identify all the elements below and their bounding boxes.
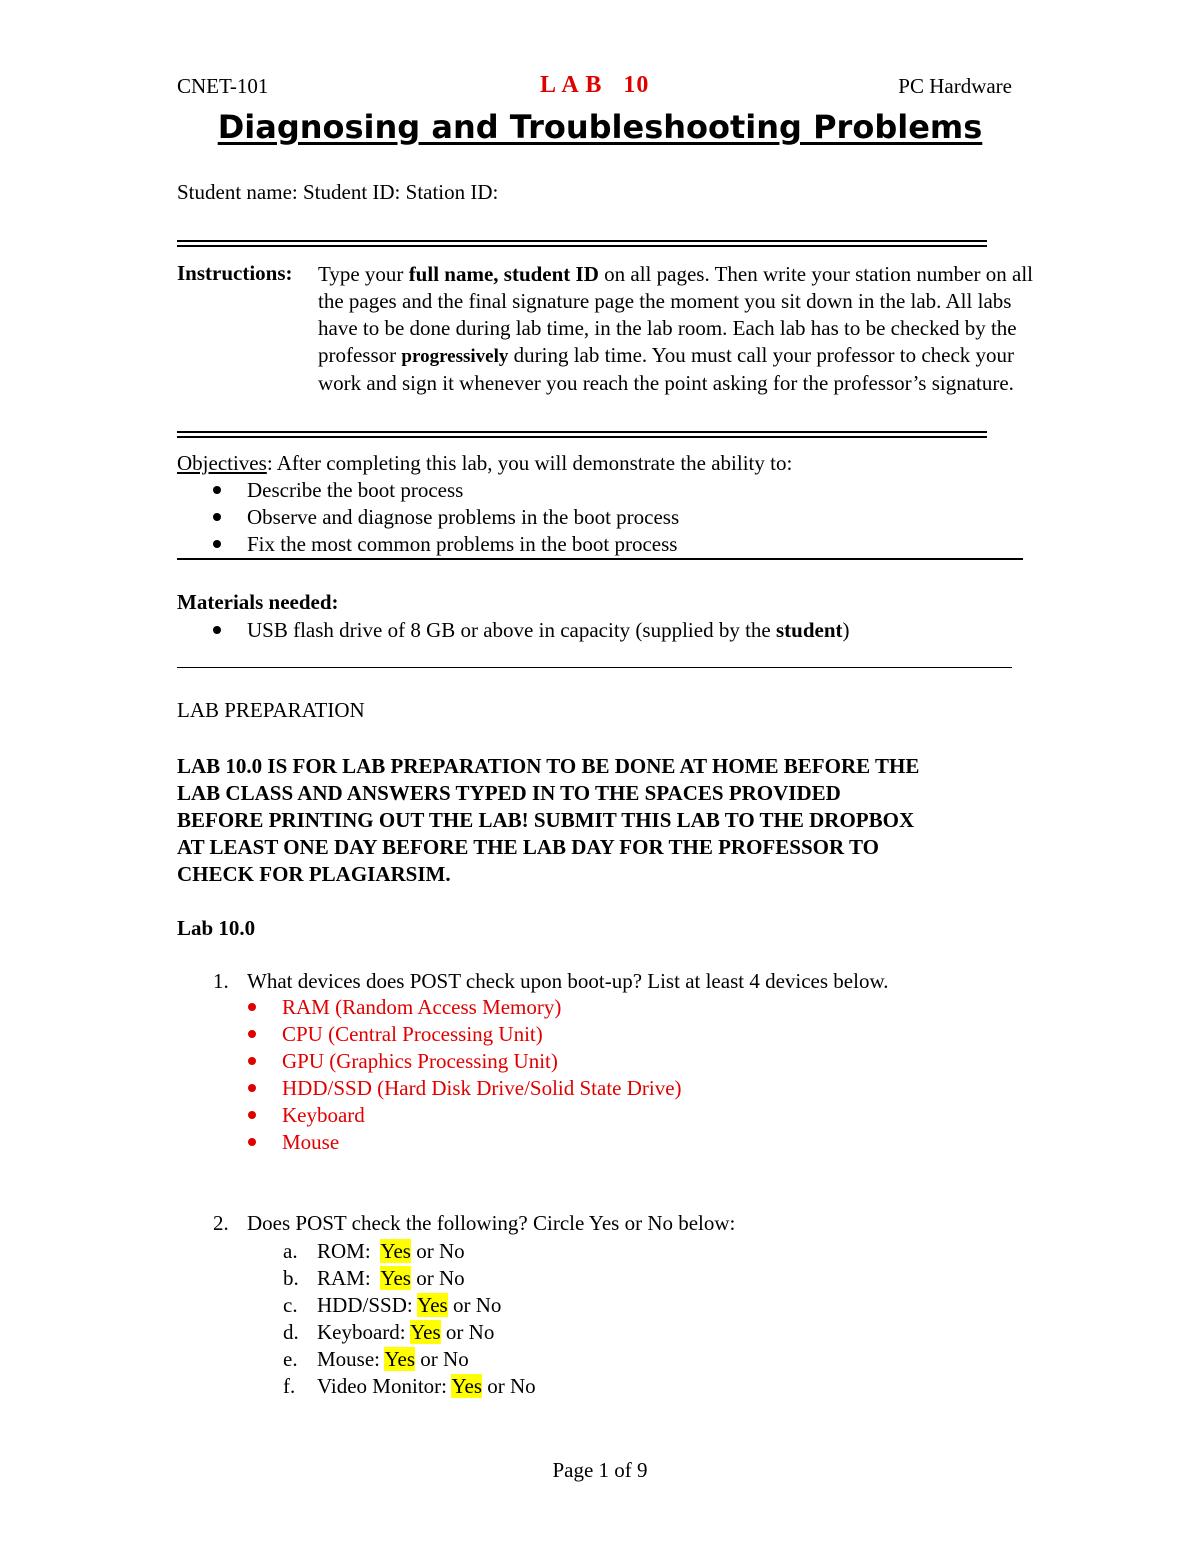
instructions-text bbox=[318, 261, 1038, 397]
option-letter: e. bbox=[283, 1347, 298, 1371]
option-rest: or No bbox=[482, 1374, 536, 1398]
option-row bbox=[317, 1239, 465, 1264]
option-row bbox=[317, 1374, 536, 1399]
yes-answer: Yes bbox=[384, 1347, 416, 1371]
yes-answer: Yes bbox=[451, 1374, 483, 1398]
option-letter: d. bbox=[283, 1320, 299, 1344]
question-1-text: What devices does POST check upon boot-up? List at least 4 devices below. bbox=[247, 969, 889, 993]
divider bbox=[177, 431, 987, 438]
answer-item: CPU (Central Processing Unit) bbox=[282, 1022, 543, 1046]
option-letter: c. bbox=[283, 1293, 298, 1317]
bullet-icon bbox=[248, 1111, 256, 1119]
materials-item-bold: student bbox=[775, 618, 843, 642]
yes-answer: Yes bbox=[417, 1293, 448, 1317]
bullet-icon bbox=[213, 626, 221, 634]
bullet-icon bbox=[213, 513, 221, 521]
objectives-intro bbox=[177, 451, 792, 476]
page-title: Diagnosing and Troubleshooting Problems bbox=[217, 108, 983, 146]
bullet-icon bbox=[248, 1030, 256, 1038]
bullet-icon bbox=[213, 540, 221, 548]
lab-number: L A B 10 bbox=[540, 72, 650, 98]
lab-prep-line: LAB 10.0 IS FOR LAB PREPARATION TO BE DONE AT HOME BEFORE THE bbox=[177, 754, 920, 778]
option-label: ROM: bbox=[317, 1239, 381, 1263]
question-number: 2. bbox=[213, 1211, 229, 1235]
lab-prep-line: BEFORE PRINTING OUT THE LAB! SUBMIT THIS LAB TO THE DROPBOX bbox=[177, 808, 915, 832]
option-rest: or No bbox=[415, 1347, 469, 1371]
option-label: Video Monitor: bbox=[317, 1374, 452, 1398]
instructions-bold-2: progressively bbox=[401, 346, 509, 367]
option-label: HDD/SSD: bbox=[317, 1293, 418, 1317]
lab-prep-line: AT LEAST ONE DAY BEFORE THE LAB DAY FOR THE PROFESSOR TO bbox=[177, 835, 879, 859]
objectives-intro-text: : After completing this lab, you will demonstrate the ability to: bbox=[266, 451, 793, 475]
question-2-text: Does POST check the following? Circle Yes or No below: bbox=[247, 1211, 736, 1235]
option-rest: or No bbox=[447, 1293, 502, 1317]
answer-item: RAM (Random Access Memory) bbox=[282, 995, 562, 1019]
materials-item-end: ) bbox=[842, 618, 850, 642]
option-label: Keyboard: bbox=[317, 1320, 411, 1344]
yes-answer: Yes bbox=[410, 1320, 441, 1344]
objective-item: Fix the most common problems in the boot process bbox=[247, 532, 678, 556]
option-row bbox=[317, 1293, 501, 1318]
question-number: 1. bbox=[213, 969, 229, 993]
yes-answer: Yes bbox=[380, 1239, 411, 1263]
option-letter: b. bbox=[283, 1266, 299, 1290]
objective-item: Describe the boot process bbox=[247, 478, 464, 502]
divider bbox=[177, 667, 1012, 668]
option-row bbox=[317, 1266, 465, 1291]
lab-prep-line: LAB CLASS AND ANSWERS TYPED IN TO THE SPACES PROVIDED bbox=[177, 781, 841, 805]
answer-item: HDD/SSD (Hard Disk Drive/Solid State Drive) bbox=[282, 1076, 682, 1100]
bullet-icon bbox=[248, 1057, 256, 1065]
divider bbox=[177, 558, 1023, 560]
objectives-label: Objectives bbox=[177, 451, 267, 475]
lab-heading: Lab 10.0 bbox=[177, 916, 256, 940]
option-row bbox=[317, 1347, 469, 1372]
answer-item: Keyboard bbox=[282, 1103, 365, 1127]
yes-answer: Yes bbox=[380, 1266, 411, 1290]
materials-label: Materials needed: bbox=[177, 590, 339, 614]
lab-prep-heading: LAB PREPARATION bbox=[177, 698, 365, 722]
bullet-icon bbox=[213, 486, 221, 494]
lab-prep-notice bbox=[177, 753, 919, 888]
bullet-icon bbox=[248, 1084, 256, 1092]
bullet-icon bbox=[248, 1138, 256, 1146]
objective-item: Observe and diagnose problems in the boot process bbox=[247, 505, 680, 529]
instructions-text-2: on all pages. Then write your station number on all the pages and the final signature page the moment you sit down in the lab. All labs have to be done during lab time, in the lab room. Each lab has to be checked by the professor bbox=[318, 262, 1033, 367]
divider bbox=[177, 240, 987, 247]
lab-prep-line: CHECK FOR PLAGIARSIM. bbox=[177, 862, 451, 886]
page-number: Page 1 of 9 bbox=[552, 1458, 648, 1482]
option-row bbox=[317, 1320, 494, 1345]
option-rest: or No bbox=[440, 1320, 495, 1344]
student-info-line: Student name: Student ID: Station ID: bbox=[177, 180, 499, 204]
instructions-label: Instructions: bbox=[177, 261, 293, 285]
option-rest: or No bbox=[410, 1239, 465, 1263]
bullet-icon bbox=[248, 1003, 256, 1011]
option-label: Mouse: bbox=[317, 1347, 385, 1371]
materials-item bbox=[247, 618, 850, 643]
materials-item-text: USB flash drive of 8 GB or above in capacity (supplied by the bbox=[247, 618, 776, 642]
instructions-text-1: Type your bbox=[318, 262, 409, 286]
course-code: CNET-101 bbox=[177, 74, 269, 98]
answer-item: GPU (Graphics Processing Unit) bbox=[282, 1049, 558, 1073]
instructions-bold-1: full name, student ID bbox=[408, 262, 599, 286]
option-letter: a. bbox=[283, 1239, 298, 1263]
option-rest: or No bbox=[410, 1266, 465, 1290]
option-label: RAM: bbox=[317, 1266, 381, 1290]
course-subject: PC Hardware bbox=[898, 74, 1012, 98]
option-letter: f. bbox=[283, 1374, 296, 1398]
answer-item: Mouse bbox=[282, 1130, 340, 1154]
instructions-text-3: during lab time. You must call your professor to check your work and sign it whenever you reach the point asking for the professor’s signature. bbox=[318, 343, 1015, 395]
